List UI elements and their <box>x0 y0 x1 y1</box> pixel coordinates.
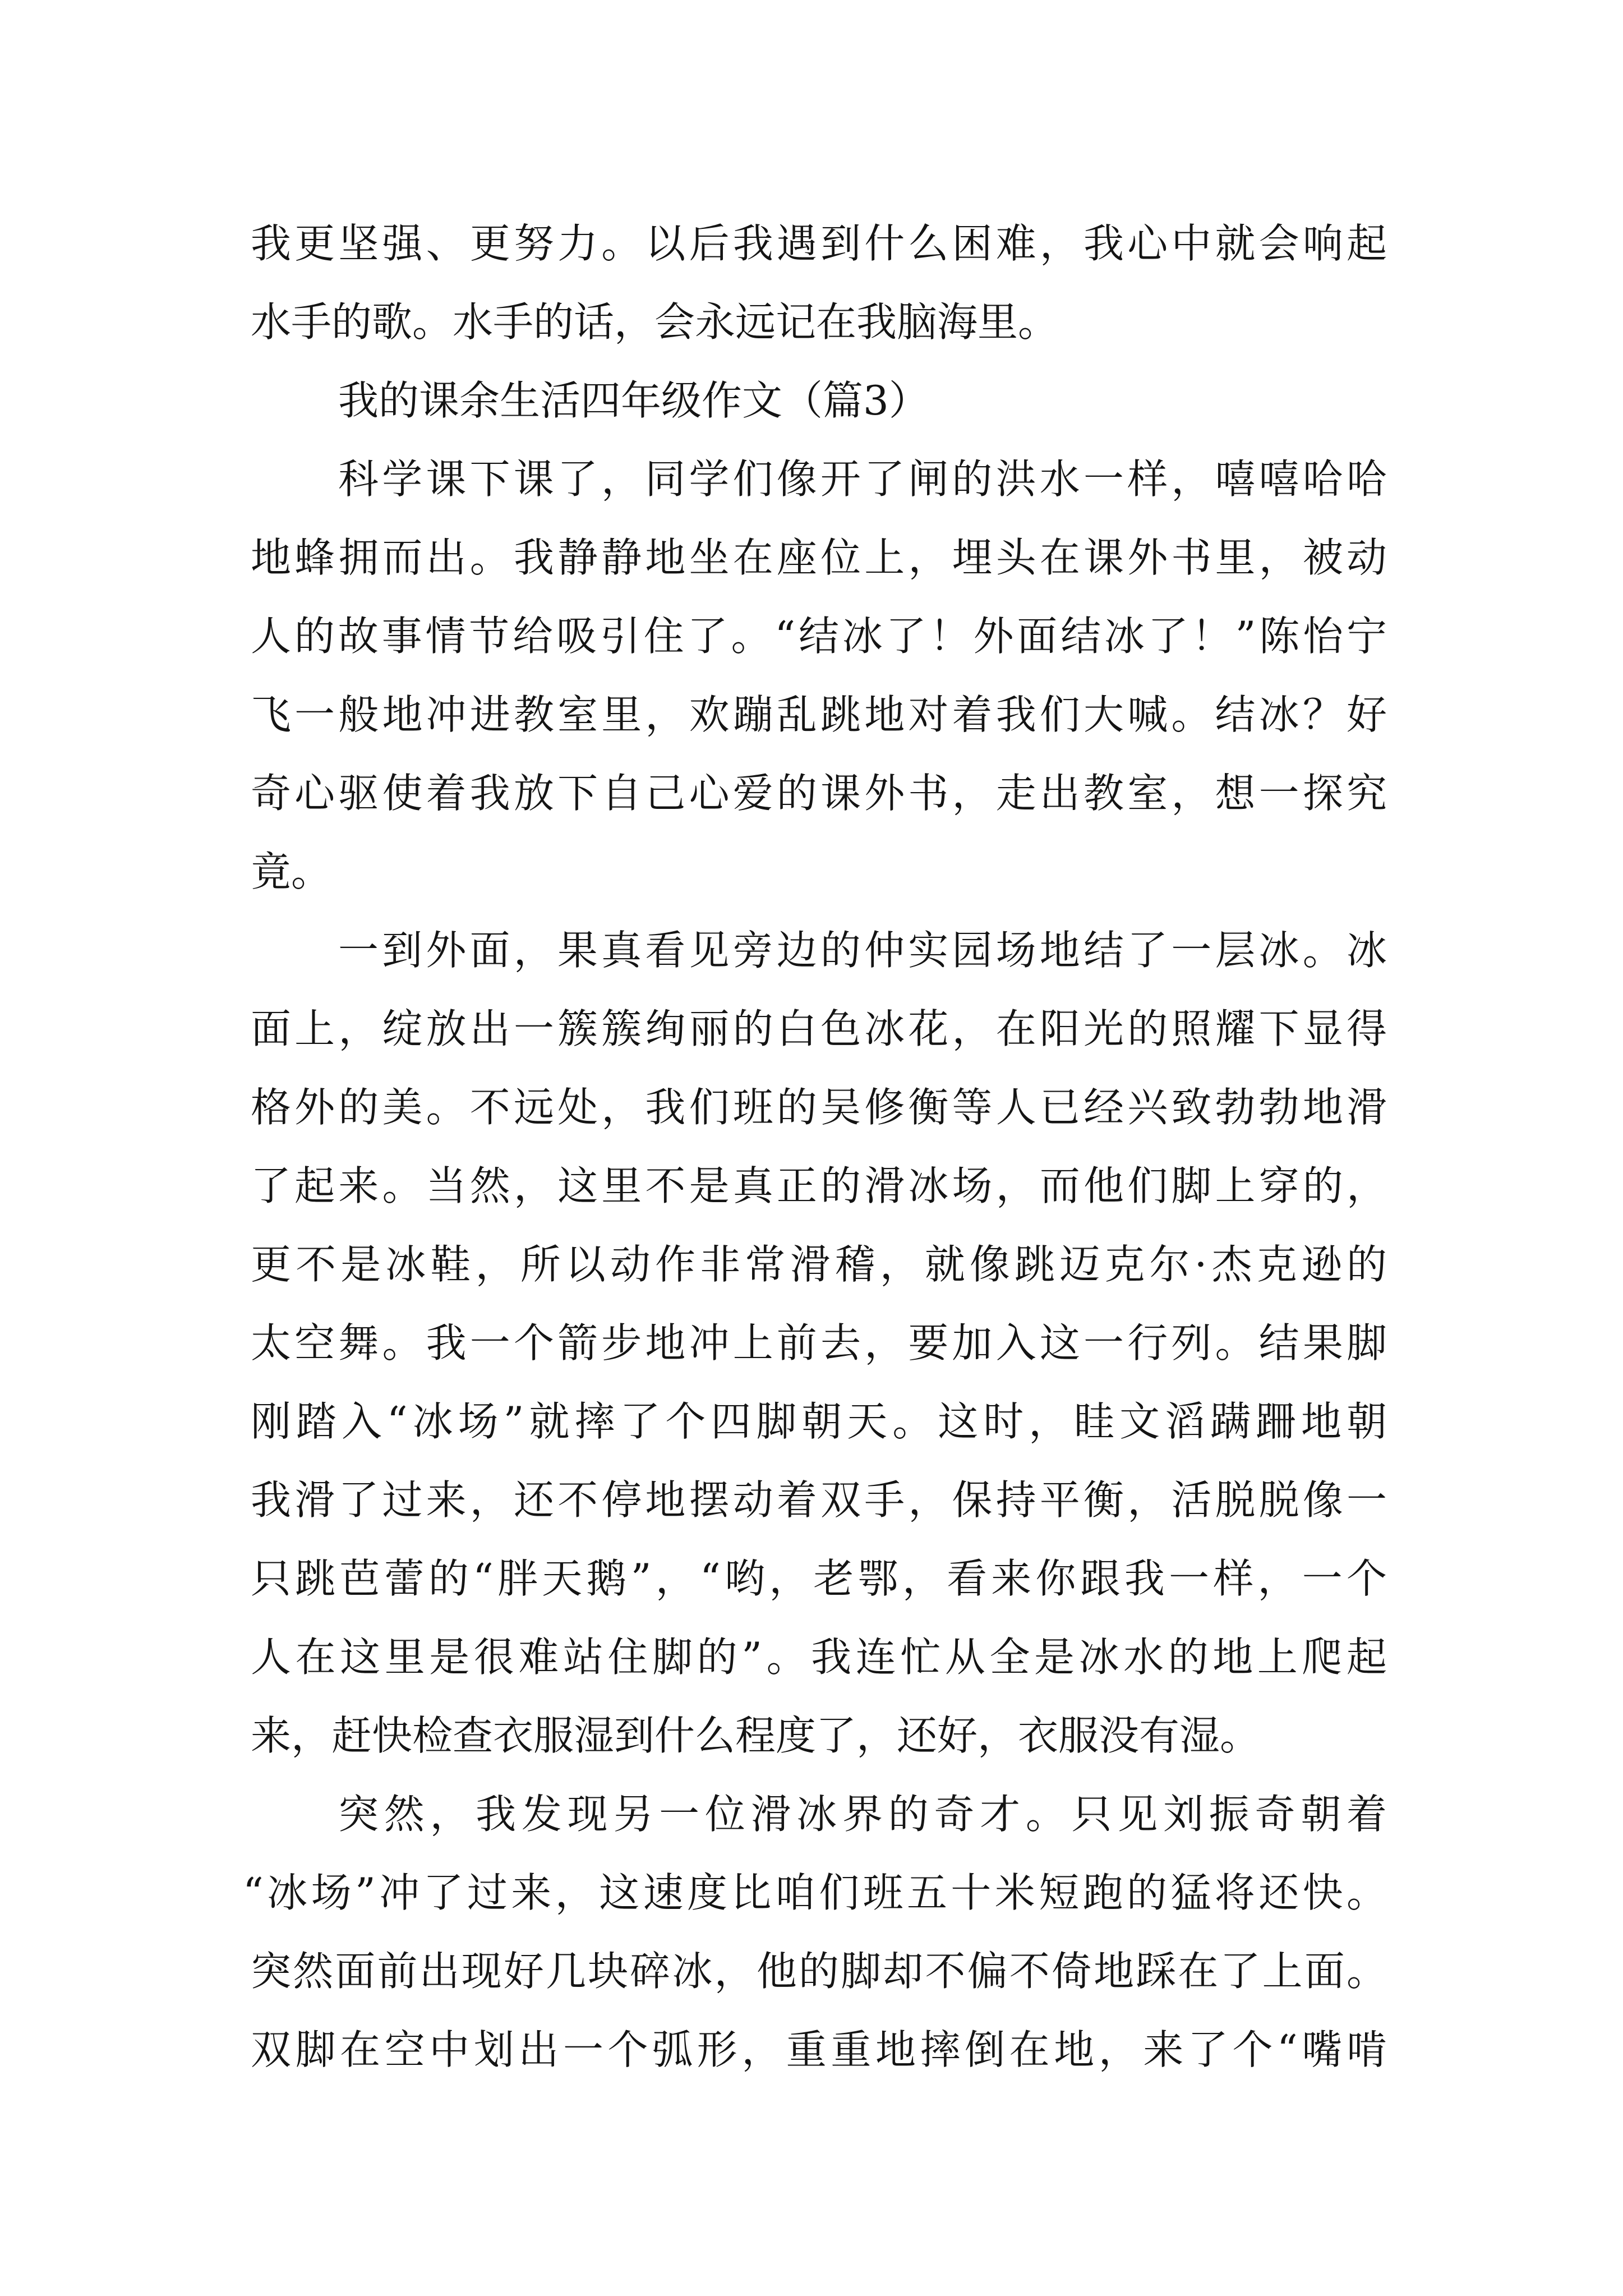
text-line: 地蜂拥而出。我静静地坐在座位上，埋头在课外书里，被动 <box>251 534 1387 581</box>
text-line: 我更坚强、更努力。以后我遇到什么困难，我心中就会响起 <box>251 220 1387 267</box>
text-line: 只跳芭蕾的“胖天鹅”，“哟，老鄂，看来你跟我一样，一个 <box>251 1555 1387 1602</box>
text-line: 水手的歌。水手的话，会永远记在我脑海里。 <box>251 298 1059 346</box>
text-line: 奇心驱使着我放下自己心爱的课外书，走出教室，想一探究 <box>251 770 1387 817</box>
text-line: 了起来。当然，这里不是真正的滑冰场，而他们脚上穿的， <box>251 1162 1387 1209</box>
text-line: 一到外面，果真看见旁边的仲实园场地结了一层冰。冰 <box>338 927 1387 974</box>
text-line: 我滑了过来，还不停地摆动着双手，保持平衡，活脱脱像一 <box>251 1476 1387 1524</box>
text-line: 飞一般地冲进教室里，欢蹦乱跳地对着我们大喊。结冰？好 <box>251 691 1387 738</box>
text-line: “冰场”冲了过来，这速度比咱们班五十米短跑的猛将还快。 <box>243 1869 1387 1916</box>
text-line: 更不是冰鞋，所以动作非常滑稽，就像跳迈克尔·杰克逊的 <box>251 1241 1387 1288</box>
text-line: 人在这里是很难站住脚的”。我连忙从全是冰水的地上爬起 <box>251 1634 1387 1681</box>
text-line: 竟。 <box>251 848 332 895</box>
text-line: 科学课下课了，同学们像开了闸的洪水一样，嘻嘻哈哈 <box>338 455 1387 503</box>
text-line: 格外的美。不远处，我们班的吴修衡等人已经兴致勃勃地滑 <box>251 1084 1387 1131</box>
text-line: 来，赶快检查衣服湿到什么程度了，还好，衣服没有湿。 <box>251 1712 1261 1759</box>
text-line: 太空舞。我一个箭步地冲上前去，要加入这一行列。结果脚 <box>251 1319 1387 1366</box>
text-line: 刚踏入“冰场”就摔了个四脚朝天。这时，眭文滔蹒跚地朝 <box>251 1398 1387 1445</box>
section-heading: 我的课余生活四年级作文（篇3） <box>338 377 929 424</box>
text-line: 突然面前出现好几块碎冰，他的脚却不偏不倚地踩在了上面。 <box>251 1948 1387 1995</box>
text-line: 人的故事情节给吸引住了。“结冰了！外面结冰了！”陈怡宁 <box>251 613 1387 660</box>
text-line: 面上，绽放出一簇簇绚丽的白色冰花，在阳光的照耀下显得 <box>251 1005 1387 1052</box>
text-line: 突然，我发现另一位滑冰界的奇才。只见刘振奇朝着 <box>338 1791 1387 1838</box>
document-body <box>243 204 1387 2089</box>
text-line: 双脚在空中划出一个弧形，重重地摔倒在地，来了个“嘴啃 <box>251 2026 1387 2073</box>
